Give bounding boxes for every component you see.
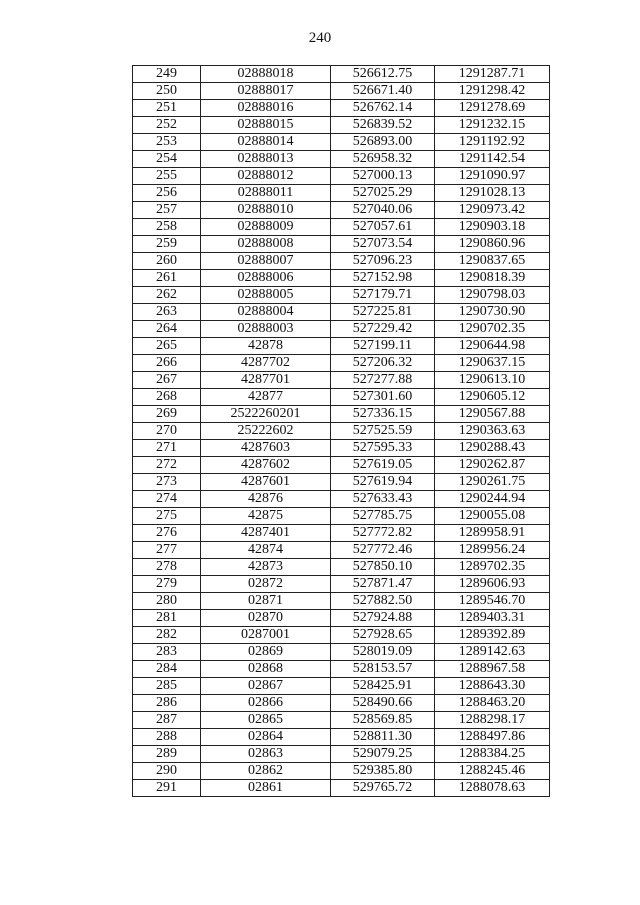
y-coordinate-cell: 1288643.30: [435, 678, 550, 695]
table-row: [133, 270, 550, 287]
table-row: [133, 440, 550, 457]
point-id-cell: 02871: [201, 593, 331, 610]
x-coordinate-cell: 528490.66: [331, 695, 435, 712]
row-number-cell: 260: [133, 253, 201, 270]
point-id-cell: 02865: [201, 712, 331, 729]
row-number-cell: 283: [133, 644, 201, 661]
point-id-cell: 42876: [201, 491, 331, 508]
y-coordinate-cell: 1290637.15: [435, 355, 550, 372]
y-coordinate-cell: 1291232.15: [435, 117, 550, 134]
y-coordinate-cell: 1289606.93: [435, 576, 550, 593]
y-coordinate-cell: 1290730.90: [435, 304, 550, 321]
row-number-cell: 254: [133, 151, 201, 168]
x-coordinate-cell: 527336.15: [331, 406, 435, 423]
y-coordinate-cell: 1290644.98: [435, 338, 550, 355]
x-coordinate-cell: 528569.85: [331, 712, 435, 729]
x-coordinate-cell: 528811.30: [331, 729, 435, 746]
y-coordinate-cell: 1288463.20: [435, 695, 550, 712]
point-id-cell: 42877: [201, 389, 331, 406]
x-coordinate-cell: 527301.60: [331, 389, 435, 406]
y-coordinate-cell: 1290244.94: [435, 491, 550, 508]
table-row: [133, 304, 550, 321]
row-number-cell: 272: [133, 457, 201, 474]
point-id-cell: 2522260201: [201, 406, 331, 423]
y-coordinate-cell: 1288078.63: [435, 780, 550, 797]
row-number-cell: 265: [133, 338, 201, 355]
x-coordinate-cell: 527179.71: [331, 287, 435, 304]
row-number-cell: 256: [133, 185, 201, 202]
row-number-cell: 285: [133, 678, 201, 695]
row-number-cell: 271: [133, 440, 201, 457]
x-coordinate-cell: 526893.00: [331, 134, 435, 151]
x-coordinate-cell: 528425.91: [331, 678, 435, 695]
x-coordinate-cell: 527096.23: [331, 253, 435, 270]
y-coordinate-cell: 1291287.71: [435, 66, 550, 83]
row-number-cell: 266: [133, 355, 201, 372]
point-id-cell: 02888011: [201, 185, 331, 202]
row-number-cell: 286: [133, 695, 201, 712]
row-number-cell: 277: [133, 542, 201, 559]
table-row: [133, 134, 550, 151]
row-number-cell: 258: [133, 219, 201, 236]
x-coordinate-cell: 526958.32: [331, 151, 435, 168]
y-coordinate-cell: 1289392.89: [435, 627, 550, 644]
point-id-cell: 02888015: [201, 117, 331, 134]
point-id-cell: 02888003: [201, 321, 331, 338]
table-row: [133, 763, 550, 780]
y-coordinate-cell: 1290973.42: [435, 202, 550, 219]
x-coordinate-cell: 527206.32: [331, 355, 435, 372]
row-number-cell: 280: [133, 593, 201, 610]
x-coordinate-cell: 527619.94: [331, 474, 435, 491]
row-number-cell: 274: [133, 491, 201, 508]
point-id-cell: 02863: [201, 746, 331, 763]
table-row: [133, 678, 550, 695]
row-number-cell: 270: [133, 423, 201, 440]
point-id-cell: 02864: [201, 729, 331, 746]
y-coordinate-cell: 1291028.13: [435, 185, 550, 202]
y-coordinate-cell: 1290262.87: [435, 457, 550, 474]
point-id-cell: 4287701: [201, 372, 331, 389]
point-id-cell: 4287603: [201, 440, 331, 457]
x-coordinate-cell: 527871.47: [331, 576, 435, 593]
y-coordinate-cell: 1289956.24: [435, 542, 550, 559]
table-row: [133, 729, 550, 746]
table-row: [133, 610, 550, 627]
table-row: [133, 712, 550, 729]
y-coordinate-cell: 1291090.97: [435, 168, 550, 185]
table-row: [133, 780, 550, 797]
y-coordinate-cell: 1289403.31: [435, 610, 550, 627]
point-id-cell: 02888016: [201, 100, 331, 117]
row-number-cell: 259: [133, 236, 201, 253]
row-number-cell: 273: [133, 474, 201, 491]
point-id-cell: 02888005: [201, 287, 331, 304]
x-coordinate-cell: 527073.54: [331, 236, 435, 253]
x-coordinate-cell: 527152.98: [331, 270, 435, 287]
table-row: [133, 338, 550, 355]
y-coordinate-cell: 1290702.35: [435, 321, 550, 338]
row-number-cell: 262: [133, 287, 201, 304]
row-number-cell: 253: [133, 134, 201, 151]
table-row: [133, 491, 550, 508]
point-id-cell: 02888010: [201, 202, 331, 219]
x-coordinate-cell: 528019.09: [331, 644, 435, 661]
y-coordinate-cell: 1290837.65: [435, 253, 550, 270]
y-coordinate-cell: 1291192.92: [435, 134, 550, 151]
point-id-cell: 4287601: [201, 474, 331, 491]
y-coordinate-cell: 1289546.70: [435, 593, 550, 610]
table-row: [133, 83, 550, 100]
point-id-cell: 02869: [201, 644, 331, 661]
row-number-cell: 281: [133, 610, 201, 627]
point-id-cell: 02872: [201, 576, 331, 593]
table-row: [133, 168, 550, 185]
page-number: 240: [308, 30, 332, 46]
y-coordinate-cell: 1291142.54: [435, 151, 550, 168]
x-coordinate-cell: 527772.46: [331, 542, 435, 559]
y-coordinate-cell: 1289958.91: [435, 525, 550, 542]
point-id-cell: 02888006: [201, 270, 331, 287]
y-coordinate-cell: 1290261.75: [435, 474, 550, 491]
row-number-cell: 261: [133, 270, 201, 287]
table-row: [133, 117, 550, 134]
x-coordinate-cell: 527277.88: [331, 372, 435, 389]
point-id-cell: 02888014: [201, 134, 331, 151]
point-id-cell: 02888013: [201, 151, 331, 168]
x-coordinate-cell: 527924.88: [331, 610, 435, 627]
row-number-cell: 267: [133, 372, 201, 389]
table-row: [133, 457, 550, 474]
row-number-cell: 269: [133, 406, 201, 423]
table-row: [133, 406, 550, 423]
table-row: [133, 253, 550, 270]
row-number-cell: 278: [133, 559, 201, 576]
row-number-cell: 268: [133, 389, 201, 406]
table-row: [133, 746, 550, 763]
table-row: [133, 66, 550, 83]
y-coordinate-cell: 1291278.69: [435, 100, 550, 117]
y-coordinate-cell: 1290798.03: [435, 287, 550, 304]
y-coordinate-cell: 1290567.88: [435, 406, 550, 423]
x-coordinate-cell: 528153.57: [331, 661, 435, 678]
x-coordinate-cell: 527595.33: [331, 440, 435, 457]
point-id-cell: 02862: [201, 763, 331, 780]
y-coordinate-cell: 1288384.25: [435, 746, 550, 763]
y-coordinate-cell: 1288245.46: [435, 763, 550, 780]
table-row: [133, 372, 550, 389]
x-coordinate-cell: 527057.61: [331, 219, 435, 236]
table-row: [133, 542, 550, 559]
x-coordinate-cell: 529385.80: [331, 763, 435, 780]
table-row: [133, 100, 550, 117]
row-number-cell: 264: [133, 321, 201, 338]
point-id-cell: 02888017: [201, 83, 331, 100]
table-row: [133, 627, 550, 644]
y-coordinate-cell: 1290860.96: [435, 236, 550, 253]
x-coordinate-cell: 527882.50: [331, 593, 435, 610]
x-coordinate-cell: 526671.40: [331, 83, 435, 100]
point-id-cell: 4287401: [201, 525, 331, 542]
x-coordinate-cell: 527619.05: [331, 457, 435, 474]
row-number-cell: 251: [133, 100, 201, 117]
coordinates-table: [132, 65, 550, 797]
row-number-cell: 252: [133, 117, 201, 134]
x-coordinate-cell: 527928.65: [331, 627, 435, 644]
x-coordinate-cell: 527000.13: [331, 168, 435, 185]
table-row: [133, 219, 550, 236]
y-coordinate-cell: 1291298.42: [435, 83, 550, 100]
point-id-cell: 02866: [201, 695, 331, 712]
row-number-cell: 255: [133, 168, 201, 185]
row-number-cell: 279: [133, 576, 201, 593]
x-coordinate-cell: 529079.25: [331, 746, 435, 763]
row-number-cell: 289: [133, 746, 201, 763]
table-row: [133, 576, 550, 593]
row-number-cell: 291: [133, 780, 201, 797]
table-row: [133, 151, 550, 168]
row-number-cell: 275: [133, 508, 201, 525]
row-number-cell: 288: [133, 729, 201, 746]
y-coordinate-cell: 1289702.35: [435, 559, 550, 576]
point-id-cell: 02868: [201, 661, 331, 678]
table-row: [133, 661, 550, 678]
table-row: [133, 525, 550, 542]
table-row: [133, 236, 550, 253]
row-number-cell: 257: [133, 202, 201, 219]
x-coordinate-cell: 527525.59: [331, 423, 435, 440]
point-id-cell: 02861: [201, 780, 331, 797]
x-coordinate-cell: 526839.52: [331, 117, 435, 134]
point-id-cell: 42874: [201, 542, 331, 559]
table-row: [133, 474, 550, 491]
point-id-cell: 02888007: [201, 253, 331, 270]
row-number-cell: 282: [133, 627, 201, 644]
x-coordinate-cell: 527850.10: [331, 559, 435, 576]
table-row: [133, 644, 550, 661]
y-coordinate-cell: 1290818.39: [435, 270, 550, 287]
table-row: [133, 202, 550, 219]
row-number-cell: 249: [133, 66, 201, 83]
x-coordinate-cell: 527633.43: [331, 491, 435, 508]
x-coordinate-cell: 527040.06: [331, 202, 435, 219]
y-coordinate-cell: 1290363.63: [435, 423, 550, 440]
point-id-cell: 42878: [201, 338, 331, 355]
row-number-cell: 290: [133, 763, 201, 780]
y-coordinate-cell: 1289142.63: [435, 644, 550, 661]
x-coordinate-cell: 526612.75: [331, 66, 435, 83]
x-coordinate-cell: 527772.82: [331, 525, 435, 542]
table-row: [133, 508, 550, 525]
table-row: [133, 389, 550, 406]
x-coordinate-cell: 529765.72: [331, 780, 435, 797]
point-id-cell: 25222602: [201, 423, 331, 440]
point-id-cell: 02867: [201, 678, 331, 695]
point-id-cell: 42875: [201, 508, 331, 525]
y-coordinate-cell: 1288497.86: [435, 729, 550, 746]
table-row: [133, 321, 550, 338]
row-number-cell: 284: [133, 661, 201, 678]
table-row: [133, 593, 550, 610]
table-row: [133, 695, 550, 712]
y-coordinate-cell: 1290288.43: [435, 440, 550, 457]
point-id-cell: 4287702: [201, 355, 331, 372]
x-coordinate-cell: 527229.42: [331, 321, 435, 338]
row-number-cell: 276: [133, 525, 201, 542]
table-row: [133, 287, 550, 304]
y-coordinate-cell: 1288967.58: [435, 661, 550, 678]
point-id-cell: 02870: [201, 610, 331, 627]
point-id-cell: 02888012: [201, 168, 331, 185]
point-id-cell: 02888018: [201, 66, 331, 83]
point-id-cell: 42873: [201, 559, 331, 576]
table-body: [133, 66, 550, 797]
table-row: [133, 185, 550, 202]
point-id-cell: 02888008: [201, 236, 331, 253]
y-coordinate-cell: 1290903.18: [435, 219, 550, 236]
y-coordinate-cell: 1288298.17: [435, 712, 550, 729]
y-coordinate-cell: 1290055.08: [435, 508, 550, 525]
table-row: [133, 559, 550, 576]
table-row: [133, 355, 550, 372]
point-id-cell: 0287001: [201, 627, 331, 644]
row-number-cell: 250: [133, 83, 201, 100]
row-number-cell: 263: [133, 304, 201, 321]
point-id-cell: 02888009: [201, 219, 331, 236]
x-coordinate-cell: 527785.75: [331, 508, 435, 525]
table-row: [133, 423, 550, 440]
x-coordinate-cell: 526762.14: [331, 100, 435, 117]
y-coordinate-cell: 1290613.10: [435, 372, 550, 389]
x-coordinate-cell: 527199.11: [331, 338, 435, 355]
point-id-cell: 02888004: [201, 304, 331, 321]
row-number-cell: 287: [133, 712, 201, 729]
x-coordinate-cell: 527025.29: [331, 185, 435, 202]
y-coordinate-cell: 1290605.12: [435, 389, 550, 406]
x-coordinate-cell: 527225.81: [331, 304, 435, 321]
point-id-cell: 4287602: [201, 457, 331, 474]
